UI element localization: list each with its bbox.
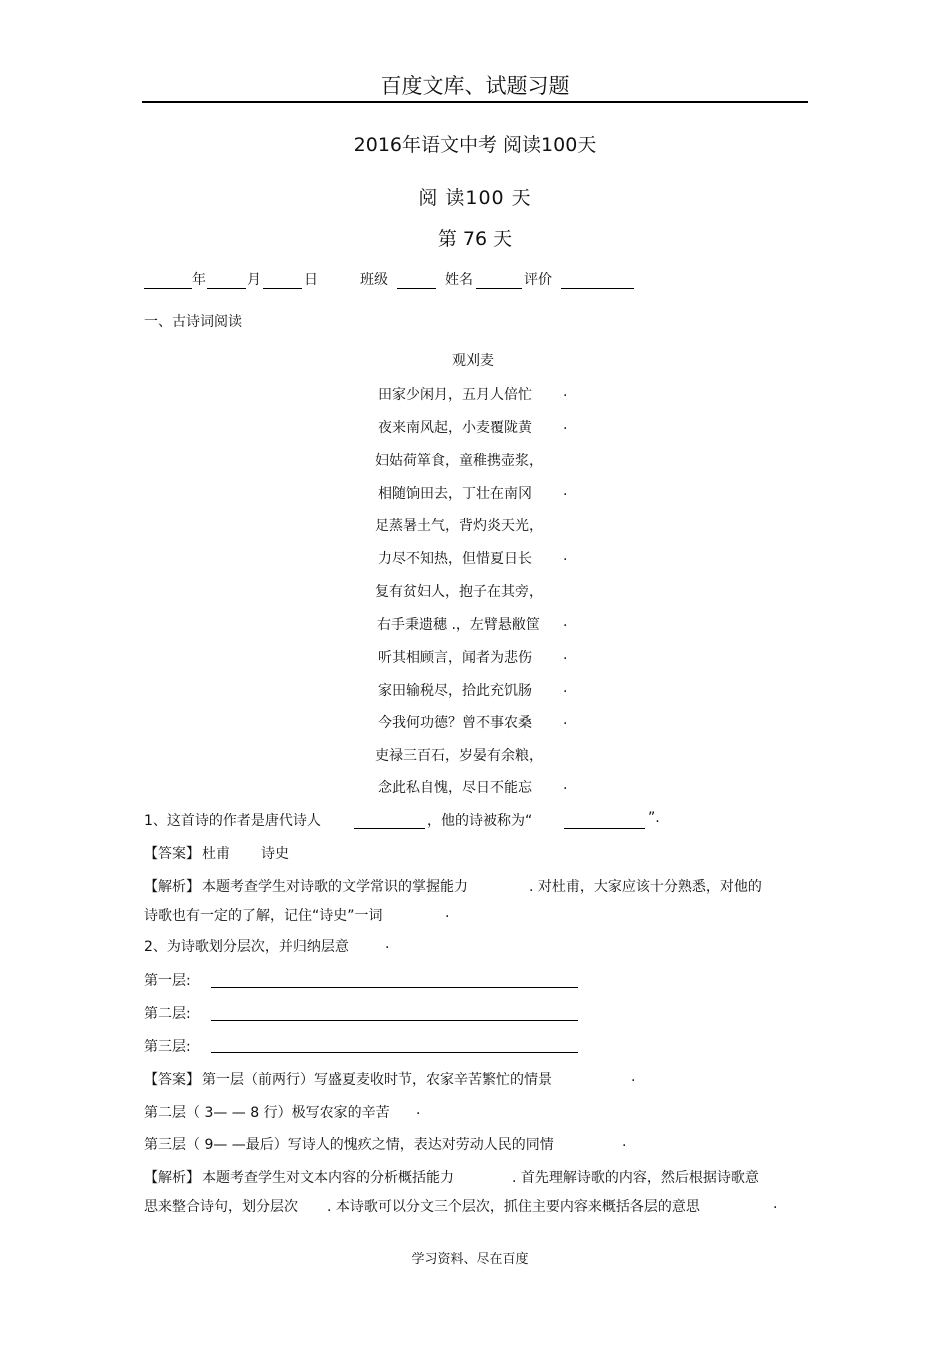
- grade-label: 评价: [524, 272, 552, 288]
- analysis-text: 诗歌也有一定的了解，记住“诗史”一词: [144, 908, 383, 924]
- poem-line: 今我何功德？曾不事农桑: [378, 715, 532, 731]
- poem-line: 妇姑荷箪食，童稚携壶浆，: [375, 453, 543, 469]
- page-footer: 学习资料、尽在百度: [411, 1252, 529, 1267]
- layer-1-label: 第一层:: [144, 973, 191, 989]
- sub-title: 阅 读100 天: [418, 187, 532, 209]
- answer-text: .: [416, 1102, 421, 1118]
- title-answer-blank[interactable]: [564, 828, 645, 829]
- poem-line: 听其相顾言，闻者为悲伤: [378, 650, 532, 666]
- analysis-text: . 对杜甫，大家应该十分熟悉，对他的: [529, 879, 762, 895]
- poem-line: 足蒸暑土气，背灼炎天光，: [375, 518, 543, 534]
- line-end-dot: .: [563, 417, 568, 433]
- poet-answer-blank[interactable]: [354, 828, 425, 829]
- answer-text: 第二层（ 3— — 8 行）极写农家的辛苦: [144, 1105, 390, 1121]
- answer-text: 第一层（前两行）写盛夏麦收时节，农家辛苦繁忙的情景: [202, 1072, 552, 1088]
- analysis-label: 【解析】: [144, 879, 200, 895]
- analysis-text: . 首先理解诗歌的内容，然后根据诗歌意: [512, 1170, 759, 1186]
- name-label: 姓名: [445, 272, 473, 288]
- line-end-dot: .: [563, 712, 568, 728]
- line-end-dot: .: [563, 483, 568, 499]
- analysis-label: 【解析】: [144, 1170, 200, 1186]
- poem-line: 力尽不知热，但惜夏日长: [378, 551, 532, 567]
- poem-line: 右手秉遗穗 .，左臂悬敝筐: [377, 617, 540, 633]
- day-label: 日: [304, 272, 318, 288]
- class-label: 班级: [360, 272, 388, 288]
- line-end-dot: .: [563, 647, 568, 663]
- question-1-end: ”.: [648, 810, 660, 826]
- line-end-dot: .: [563, 777, 568, 793]
- analysis-text: 本题考查学生对诗歌的文学常识的掌握能力: [202, 879, 468, 895]
- day-blank[interactable]: [263, 288, 302, 289]
- layer-3-label: 第三层:: [144, 1039, 191, 1055]
- question-1-mid: ，他的诗被称为“: [427, 813, 533, 829]
- question-2-prompt: 2、为诗歌划分层次，并归纳层意: [144, 939, 349, 955]
- analysis-text: .: [773, 1196, 778, 1212]
- question-2-prompt: .: [385, 936, 390, 952]
- line-end-dot: .: [563, 680, 568, 696]
- class-blank[interactable]: [397, 288, 436, 289]
- layer-2-label: 第二层:: [144, 1006, 191, 1022]
- document-header-title: 百度文库、试题习题: [380, 74, 570, 98]
- poem-title: 观刈麦: [452, 353, 494, 369]
- analysis-text: 思来整合诗句，划分层次: [144, 1199, 298, 1215]
- month-blank[interactable]: [207, 288, 246, 289]
- answer-text: 第三层（ 9— —最后）写诗人的愧疚之情，表达对劳动人民的同情: [144, 1137, 554, 1153]
- line-end-dot: .: [563, 614, 568, 630]
- main-title: 2016年语文中考 阅读100天: [353, 134, 597, 156]
- poem-line: 家田输税尽，拾此充饥肠: [378, 683, 532, 699]
- answer-text: .: [631, 1069, 636, 1085]
- answer-text: .: [622, 1134, 627, 1150]
- name-blank[interactable]: [476, 288, 522, 289]
- analysis-text: . 本诗歌可以分文三个层次，抓住主要内容来概括各层的意思: [327, 1199, 700, 1215]
- poem-line: 吏禄三百石，岁晏有余粮，: [375, 748, 543, 764]
- layer-2-answer-line[interactable]: [211, 1020, 578, 1021]
- header-rule: [142, 101, 808, 103]
- line-end-dot: .: [563, 384, 568, 400]
- answer-label: 【答案】: [144, 846, 200, 862]
- layer-3-answer-line[interactable]: [211, 1052, 578, 1053]
- answer-label: 【答案】: [144, 1072, 200, 1088]
- answer-text: 杜甫: [202, 846, 230, 862]
- layer-1-answer-line[interactable]: [211, 987, 578, 988]
- poem-line: 夜来南风起，小麦覆陇黄: [378, 420, 532, 436]
- line-end-dot: .: [563, 548, 568, 564]
- grade-blank[interactable]: [561, 288, 634, 289]
- year-label: 年: [192, 272, 206, 288]
- answer-text: 诗史: [261, 846, 289, 862]
- poem-line: 田家少闲月，五月人倍忙: [378, 387, 532, 403]
- poem-line: 复有贫妇人，抱子在其旁，: [375, 584, 543, 600]
- poem-line: 相随饷田去，丁壮在南冈: [378, 486, 532, 502]
- section-heading: 一、古诗词阅读: [144, 314, 242, 330]
- analysis-text: 本题考查学生对文本内容的分析概括能力: [202, 1170, 454, 1186]
- year-blank[interactable]: [144, 288, 192, 289]
- month-label: 月: [247, 272, 261, 288]
- poem-line: 念此私自愧，尽日不能忘: [378, 780, 532, 796]
- day-title: 第 76 天: [437, 228, 513, 250]
- analysis-text: .: [445, 905, 450, 921]
- question-1-prefix: 1、这首诗的作者是唐代诗人: [144, 813, 321, 829]
